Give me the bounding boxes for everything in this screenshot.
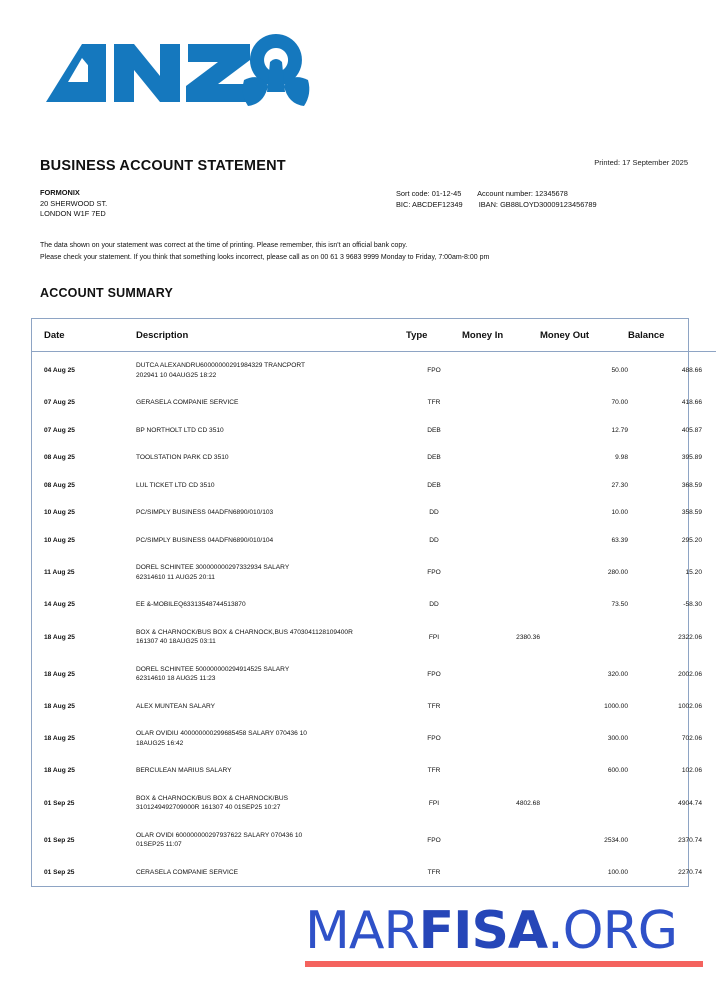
cell-balance: 15.20 — [685, 569, 702, 576]
cell-money-in — [462, 352, 540, 390]
description-line-1: BERCULEAN MARIUS SALARY — [136, 767, 232, 774]
cell-balance: 395.89 — [681, 454, 702, 462]
cell-balance: 358.59 — [681, 509, 702, 517]
description-line-1: DOREL SCHINTEE 300000000297332934 SALARY — [136, 564, 290, 571]
cell-balance: 405.87 — [681, 426, 702, 434]
cell-money-in: 4802.68 — [516, 799, 540, 807]
description-line-1: DOREL SCHINTEE 500000000294914525 SALARY — [136, 665, 290, 673]
cell-balance: 368.59 — [681, 481, 702, 489]
iban-value: GB88LOYD30009123456789 — [500, 200, 597, 209]
cell-money-out — [540, 785, 628, 822]
cell-type: TFR — [427, 399, 441, 407]
cell-description — [136, 417, 406, 445]
cell-date: 04 Aug 25 — [44, 367, 75, 374]
description-line-1: PC/SIMPLY BUSINESS 04ADFN6890/010/103 — [136, 509, 274, 516]
cell-money-out: 70.00 — [611, 399, 628, 407]
description-line-1: ALEX MUNTEAN SALARY — [136, 702, 216, 710]
cell-money-out: 300.00 — [607, 735, 628, 742]
cell-money-out: 320.00 — [607, 670, 628, 678]
description-line-1: DUTCA ALEXANDRU60000000291984329 TRANCPORT — [136, 362, 306, 369]
account-details-line2 — [396, 199, 597, 210]
cell-description — [136, 619, 406, 656]
cell-money-out: 2534.00 — [604, 836, 628, 844]
cell-description — [136, 693, 406, 721]
cell-date: 01 Sep 25 — [44, 868, 75, 876]
cell-date: 18 Aug 25 — [44, 633, 75, 641]
cell-money-in — [462, 417, 540, 445]
cell-type: FPO — [427, 569, 441, 576]
transactions-body — [32, 352, 716, 887]
customer-address-line2: LONDON W1F 7ED — [40, 209, 106, 218]
cell-type: DEB — [427, 454, 441, 462]
description-line-1: GERASELA COMPANIE SERVICE — [136, 399, 239, 406]
table-row — [32, 389, 716, 417]
cell-type: FPO — [427, 735, 441, 742]
table-row — [32, 656, 716, 693]
account-details-line1 — [396, 188, 597, 199]
cell-money-in — [462, 656, 540, 693]
cell-description — [136, 499, 406, 527]
watermark-text-part2: FISA — [418, 901, 548, 961]
customer-address — [40, 188, 107, 220]
cell-money-in — [462, 472, 540, 500]
table-header-row — [32, 319, 716, 352]
watermark-text-part1: MAR — [305, 901, 419, 961]
disclaimer-line-1: The data shown on your statement was correct at the time of printing. Please remember, this isn't an official bank copy. — [40, 242, 408, 249]
description-line-1: EE &-MOBILEQ63313548744513870 — [136, 601, 246, 608]
cell-money-out: 600.00 — [607, 767, 628, 775]
customer-name: FORMONIX — [40, 188, 80, 197]
cell-money-out: 63.39 — [611, 536, 628, 544]
cell-description — [136, 822, 406, 859]
description-line-1: PC/SIMPLY BUSINESS 04ADFN6890/010/104 — [136, 536, 274, 544]
description-line-2: 202941 10 04AUG25 18:22 — [136, 371, 217, 379]
watermark-text — [305, 901, 705, 961]
cell-description — [136, 720, 406, 757]
account-number-value: 12345678 — [535, 189, 568, 198]
cell-description — [136, 554, 406, 591]
description-line-2: 3101249492709000R 161307 40 01SEP25 10:27 — [136, 804, 281, 811]
table-row — [32, 619, 716, 656]
cell-money-out: 100.00 — [607, 868, 628, 876]
description-line-2: 62314610 11 AUG25 20:11 — [136, 573, 215, 581]
cell-balance: 418.66 — [681, 399, 702, 407]
cell-description — [136, 656, 406, 693]
description-line-2: 62314610 18 AUG25 11:23 — [136, 675, 216, 682]
column-header-date: Date — [32, 319, 136, 352]
cell-description — [136, 785, 406, 822]
cell-date: 10 Aug 25 — [44, 536, 75, 544]
table-row — [32, 822, 716, 859]
cell-description — [136, 472, 406, 500]
transactions-table-container — [31, 318, 702, 887]
cell-money-in: 2380.36 — [516, 633, 540, 641]
cell-date: 18 Aug 25 — [44, 670, 75, 678]
cell-money-in — [462, 444, 540, 472]
account-details — [396, 188, 597, 210]
cell-balance: 102.06 — [681, 767, 702, 775]
cell-money-in — [462, 591, 540, 619]
cell-money-in — [462, 720, 540, 757]
cell-money-out: 27.30 — [611, 481, 628, 489]
cell-money-in — [462, 757, 540, 785]
cell-date: 07 Aug 25 — [44, 426, 75, 434]
description-line-2: 01SEP25 11:07 — [136, 841, 182, 848]
cell-date: 01 Sep 25 — [44, 836, 75, 844]
description-line-1: LUL TICKET LTD CD 3510 — [136, 481, 215, 489]
transactions-table — [32, 319, 716, 886]
customer-address-line1: 20 SHERWOOD ST. — [40, 198, 108, 208]
cell-balance: 4904.74 — [678, 799, 702, 807]
cell-description — [136, 389, 406, 417]
description-line-1: BOX & CHARNOCK/BUS BOX & CHARNOCK,BUS 4703041128109400R — [136, 628, 353, 636]
table-row — [32, 757, 716, 785]
account-number-label: Account number: — [477, 189, 533, 198]
cell-date: 08 Aug 25 — [44, 454, 75, 462]
table-row — [32, 859, 716, 887]
description-line-2: 161307 40 18AUG25 03:11 — [136, 638, 216, 645]
cell-money-out: 1000.00 — [604, 702, 628, 710]
cell-date: 18 Aug 25 — [44, 735, 75, 742]
cell-date: 14 Aug 25 — [44, 601, 75, 609]
column-header-money-in: Money In — [462, 319, 540, 352]
cell-type: DD — [429, 601, 439, 609]
cell-type: FPI — [428, 633, 440, 641]
cell-description — [136, 591, 406, 619]
cell-date: 01 Sep 25 — [44, 799, 75, 807]
cell-type: FPO — [427, 836, 441, 844]
cell-type: FPO — [427, 670, 441, 678]
anz-logo — [38, 26, 338, 126]
table-row — [32, 417, 716, 445]
cell-type: DD — [429, 536, 439, 544]
column-header-money-out: Money Out — [540, 319, 628, 352]
column-header-description: Description — [136, 319, 406, 352]
cell-type: TFR — [427, 868, 441, 876]
cell-type: FPI — [428, 799, 440, 807]
table-row — [32, 527, 716, 555]
column-header-balance: Balance — [628, 319, 716, 352]
cell-balance: 702.06 — [681, 735, 702, 742]
sort-code-label: Sort code: — [396, 189, 430, 198]
watermark-text-part3: .ORG — [547, 901, 678, 961]
cell-type: FPO — [427, 367, 441, 374]
cell-money-out: 280.00 — [607, 569, 628, 576]
table-row — [32, 693, 716, 721]
cell-type: DEB — [427, 481, 441, 489]
disclaimer — [40, 240, 489, 264]
watermark-underline — [305, 961, 703, 967]
cell-money-out: 73.50 — [611, 601, 628, 609]
cell-money-in — [462, 822, 540, 859]
table-row — [32, 472, 716, 500]
cell-balance: 295.20 — [681, 536, 702, 544]
cell-date: 11 Aug 25 — [44, 569, 75, 576]
table-row — [32, 591, 716, 619]
cell-description — [136, 444, 406, 472]
cell-date: 18 Aug 25 — [44, 702, 75, 710]
cell-type: DD — [429, 509, 439, 517]
account-summary-heading: ACCOUNT SUMMARY — [40, 286, 174, 300]
cell-money-in — [462, 499, 540, 527]
cell-money-in — [462, 554, 540, 591]
description-line-1: BP NORTHOLT LTD CD 3510 — [136, 426, 224, 434]
cell-money-out: 9.98 — [615, 454, 628, 462]
page-title: BUSINESS ACCOUNT STATEMENT — [40, 158, 286, 174]
cell-balance: 1002.06 — [678, 702, 702, 710]
cell-money-in — [462, 389, 540, 417]
cell-description — [136, 527, 406, 555]
cell-type: DEB — [427, 426, 441, 434]
table-row — [32, 444, 716, 472]
disclaimer-line-2: Please check your statement. If you think that something looks incorrect, please call as on 00 61 3 9683 9999 Monday to Friday, 7:00am-8:00 pm — [40, 254, 490, 261]
cell-date: 07 Aug 25 — [44, 399, 75, 407]
table-row — [32, 352, 716, 390]
cell-money-in — [462, 693, 540, 721]
cell-money-out: 10.00 — [611, 509, 628, 517]
table-row — [32, 720, 716, 757]
description-line-1: CERASELA COMPANIE SERVICE — [136, 868, 238, 876]
printed-date: Printed: 17 September 2025 — [594, 158, 688, 167]
cell-money-out: 50.00 — [611, 367, 628, 374]
cell-balance: 2002.06 — [678, 670, 702, 678]
bic-label: BIC: — [396, 200, 411, 209]
cell-money-out — [540, 619, 628, 656]
cell-balance: 2322.06 — [678, 633, 702, 641]
watermark — [305, 901, 705, 967]
bic-value: ABCDEF12349 — [412, 200, 463, 209]
cell-description — [136, 352, 406, 390]
cell-date: 10 Aug 25 — [44, 509, 75, 517]
cell-balance: 488.66 — [681, 367, 702, 374]
cell-type: TFR — [427, 702, 441, 710]
cell-type: TFR — [427, 767, 441, 775]
description-line-1: OLAR OVIDIU 400000000299685458 SALARY 070436 10 — [136, 730, 307, 737]
cell-money-in — [462, 527, 540, 555]
cell-balance: 2370.74 — [678, 836, 702, 844]
cell-date: 18 Aug 25 — [44, 767, 75, 775]
cell-money-out: 12.79 — [611, 426, 628, 434]
cell-description — [136, 859, 406, 887]
cell-description — [136, 757, 406, 785]
column-header-type: Type — [406, 319, 462, 352]
table-row — [32, 554, 716, 591]
cell-balance: -58.30 — [683, 601, 702, 609]
cell-balance: 2270.74 — [678, 868, 702, 876]
iban-label: IBAN: — [478, 200, 498, 209]
description-line-1: BOX & CHARNOCK/BUS BOX & CHARNOCK/BUS — [136, 794, 289, 802]
cell-date: 08 Aug 25 — [44, 481, 75, 489]
description-line-1: OLAR OVIDI 600000000297937622 SALARY 070436 10 — [136, 831, 303, 839]
description-line-1: TOOLSTATION PARK CD 3510 — [136, 454, 229, 461]
table-row — [32, 499, 716, 527]
cell-money-in — [462, 859, 540, 887]
description-line-2: 18AUG25 16:42 — [136, 739, 184, 747]
sort-code-value: 01-12-45 — [431, 189, 462, 198]
table-row — [32, 785, 716, 822]
